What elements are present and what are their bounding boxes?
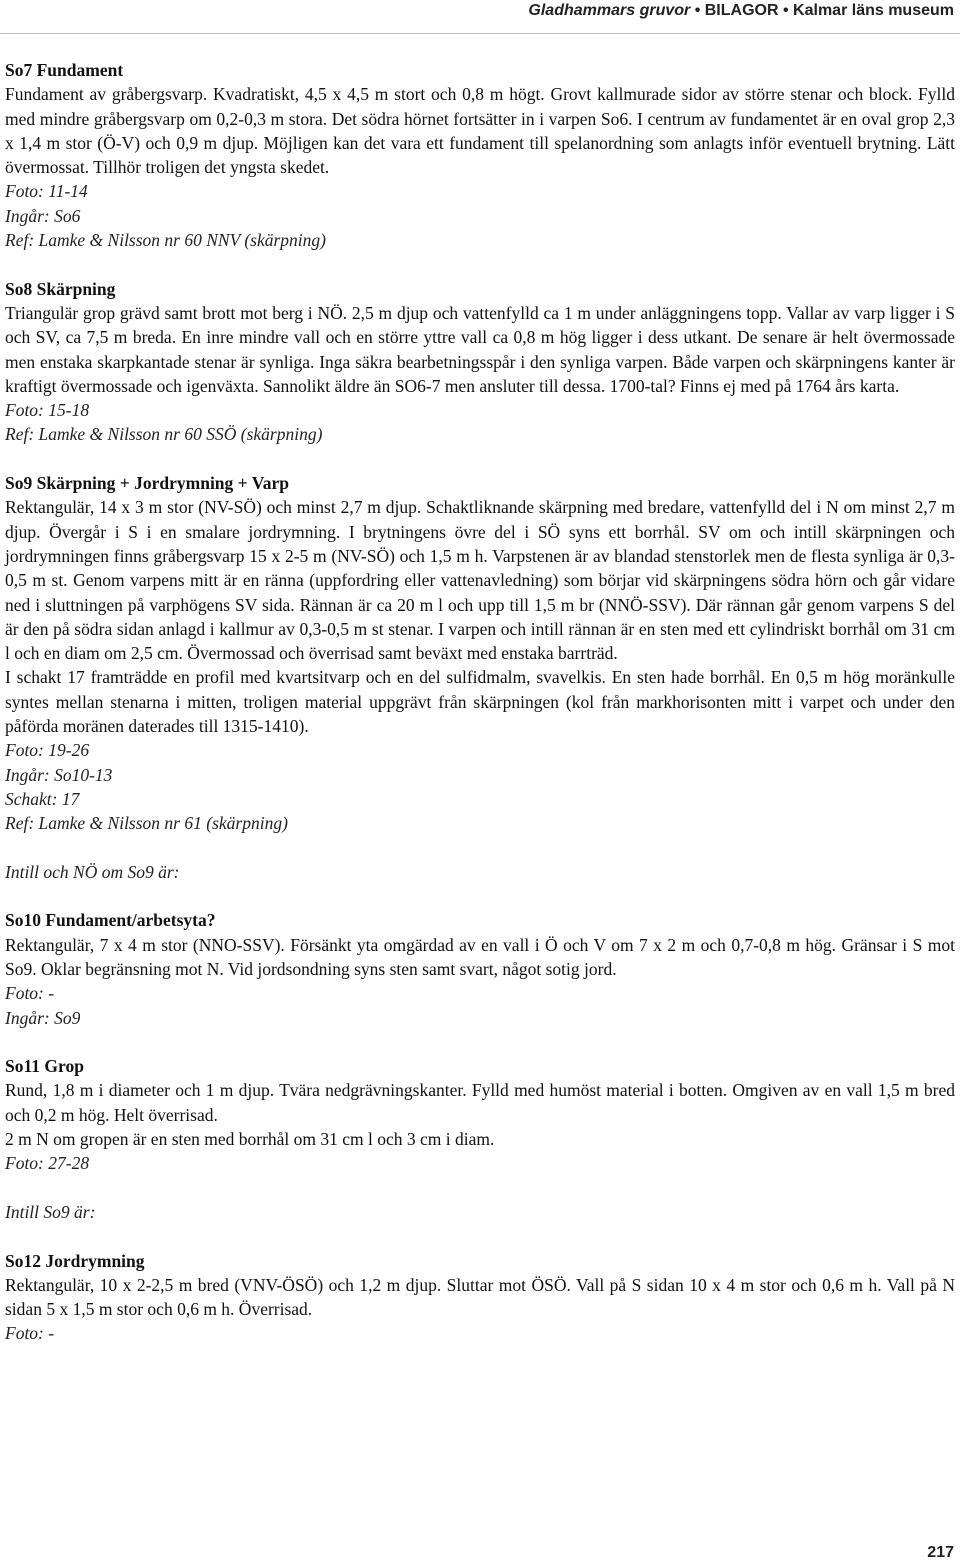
entry-meta: Foto: 27-28: [5, 1153, 90, 1174]
header-publisher: Kalmar läns museum: [793, 2, 954, 19]
entry-meta: Schakt: 17: [5, 788, 80, 809]
entry-meta: Ingår: So9: [5, 1007, 81, 1028]
entry-title: So7 Fundament: [5, 60, 124, 80]
entry-section: [5, 471, 955, 835]
entry-meta: Ingår: So10-13: [5, 764, 113, 785]
entry-title: So11 Grop: [5, 1056, 84, 1077]
entry-section: [5, 277, 955, 447]
entry-meta: Intill So9 är:: [5, 1201, 96, 1222]
entry-title: So12 Jordrymning: [5, 1250, 145, 1271]
entry-meta: Intill och NÖ om So9 är:: [5, 861, 180, 882]
header-site: Gladhammars gruvor: [528, 2, 691, 19]
entry-meta: Foto: 19-26: [5, 740, 90, 761]
header-separator: •: [782, 2, 789, 19]
entry-title: So9 Skärpning + Jordrymning + Varp: [5, 473, 289, 494]
entry-description: 2 m N om gropen är en sten med borrhål om 31 cm l och 3 cm i diam.: [5, 1129, 495, 1150]
entry-meta: Foto: 15-18: [5, 400, 90, 421]
entry-section: [5, 908, 955, 1029]
entry-section: [5, 1249, 955, 1346]
entry-title: So10 Fundament/arbetsyta?: [5, 910, 216, 931]
entry-description: I schakt 17 framträdde en profil med kvartsitvarp och en del sulfidmalm, svavelkis. En sten hade borrhål. En 0,5 m hög moränkulle syntes mellan stenarna i mitten, troligen material uppgrävt från skärpningen (kol från markhorisonten mitt i varpet och under den påförda moränen daterades till 1315-1410).: [5, 667, 955, 737]
entry-description: Fundament av gråbergsvarp. Kvadratiskt, 4,5 x 4,5 m stort och 0,8 m högt. Grovt kallmurade sidor av större stenar och block. Fylld med mindre gråbergsvarp om 0,2-0,3 m stora. Det södra hörnet fortsätter in i varpen So6. I centrum av fundamentet är en oval grop 2,3 x 1,4 m stor (Ö-V) och 0,9 m djup. Möjligen kan det vara ett fundament till spelanordning som anlagts inför eventuell brytning. Lätt övermossat. Tillhör troligen det yngsta skedet.: [5, 84, 955, 178]
entry-meta: Foto: 11-14: [5, 181, 88, 202]
page-number: 217: [927, 1544, 954, 1561]
entry-section: [5, 1054, 955, 1175]
entry-description: Rund, 1,8 m i diameter och 1 m djup. Tvära nedgrävningskanter. Fylld med humöst material i botten. Omgiven av en vall 1,5 m bred och 0,2 m hög. Helt överrisad.: [5, 1080, 955, 1125]
entry-section: [5, 860, 955, 884]
entry-section: [5, 1200, 955, 1224]
document-body: [5, 58, 955, 1346]
entry-description: Rektangulär, 7 x 4 m stor (NNO-SSV). Försänkt yta omgärdad av en vall i Ö och V om 7 x 2 m och 0,7-0,8 m hög. Gränsar i S mot So9. Oklar begränsning mot N. Vid jordsondning syns sten samt svart, något sotig jord.: [5, 934, 955, 979]
entry-description: Rektangulär, 14 x 3 m stor (NV-SÖ) och minst 2,7 m djup. Schaktliknande skärpning med bredare, vattenfylld del i N om minst 2,7 m djup. Övergår i S i en smalare jordrymning. I brytningens övre del i SÖ syns ett borrhål. SV om och intill skärpningen och jordrymningen finns gråbergsvarp 15 x 2-5 m (NV-SÖ) och 1,5 m h. Varpstenen är av blandad stenstorlek men de flesta synliga är 0,3-0,5 m st. Genom varpens mitt är en ränna (uppfordring eller vattenavledning) som börjar vid skärpningens södra hörn och går vidare ned i sluttningen på varphögens SV sida. Rännan är ca 20 m l och upp till 1,5 m br (NNÖ-SSV). Där rännan går genom varpens S del är den på södra sidan anlagd i kallmur av 0,3-0,5 m st stenar. I varpen och intill rännan är en sten med ett cylindriskt borrhål om 31 cm l och en diam om 2,5 cm. Övermossad och överrisad samt beväxt med enstaka barrträd.: [5, 497, 955, 664]
header-section: BILAGOR: [704, 2, 779, 19]
entry-meta: Foto: -: [5, 1323, 55, 1344]
entry-meta: Foto: -: [5, 983, 55, 1004]
entry-meta: Ingår: So6: [5, 205, 81, 226]
entry-section: [5, 58, 955, 252]
header-divider: [0, 33, 960, 34]
entry-meta: Ref: Lamke & Nilsson nr 60 SSÖ (skärpning): [5, 424, 323, 445]
entry-description: Rektangulär, 10 x 2-2,5 m bred (VNV-ÖSÖ) och 1,2 m djup. Sluttar mot ÖSÖ. Vall på S sidan 10 x 4 m stor och 0,6 m h. Vall på N sidan 5 x 1,5 m stor och 0,6 m h. Överrisad.: [5, 1274, 955, 1320]
entry-title: So8 Skärpning: [5, 278, 116, 299]
entry-meta: Ref: Lamke & Nilsson nr 60 NNV (skärpning): [5, 230, 326, 251]
entry-meta: Ref: Lamke & Nilsson nr 61 (skärpning): [5, 813, 288, 834]
entry-description: Triangulär grop grävd samt brott mot berg i NÖ. 2,5 m djup och vattenfylld ca 1 m under anläggningens topp. Vallar av varp ligger i S och SV, ca 7,5 m breda. En inre mindre vall och en större yttre vall ca 0,8 m hög ligger i dess utkant. De senare är helt övermossade men enstaka skarpkantade stenar är synliga. Inga säkra bearbetningsspår i den synliga varpen. Både varpen och skärpningens kanter är kraftigt övermossade och igenväxta. Sannolikt äldre än SO6-7 men ansluter till dessa. 1700-tal? Finns ej med på 1764 års karta.: [5, 302, 955, 396]
running-header: [528, 2, 954, 20]
header-separator: •: [694, 2, 701, 19]
